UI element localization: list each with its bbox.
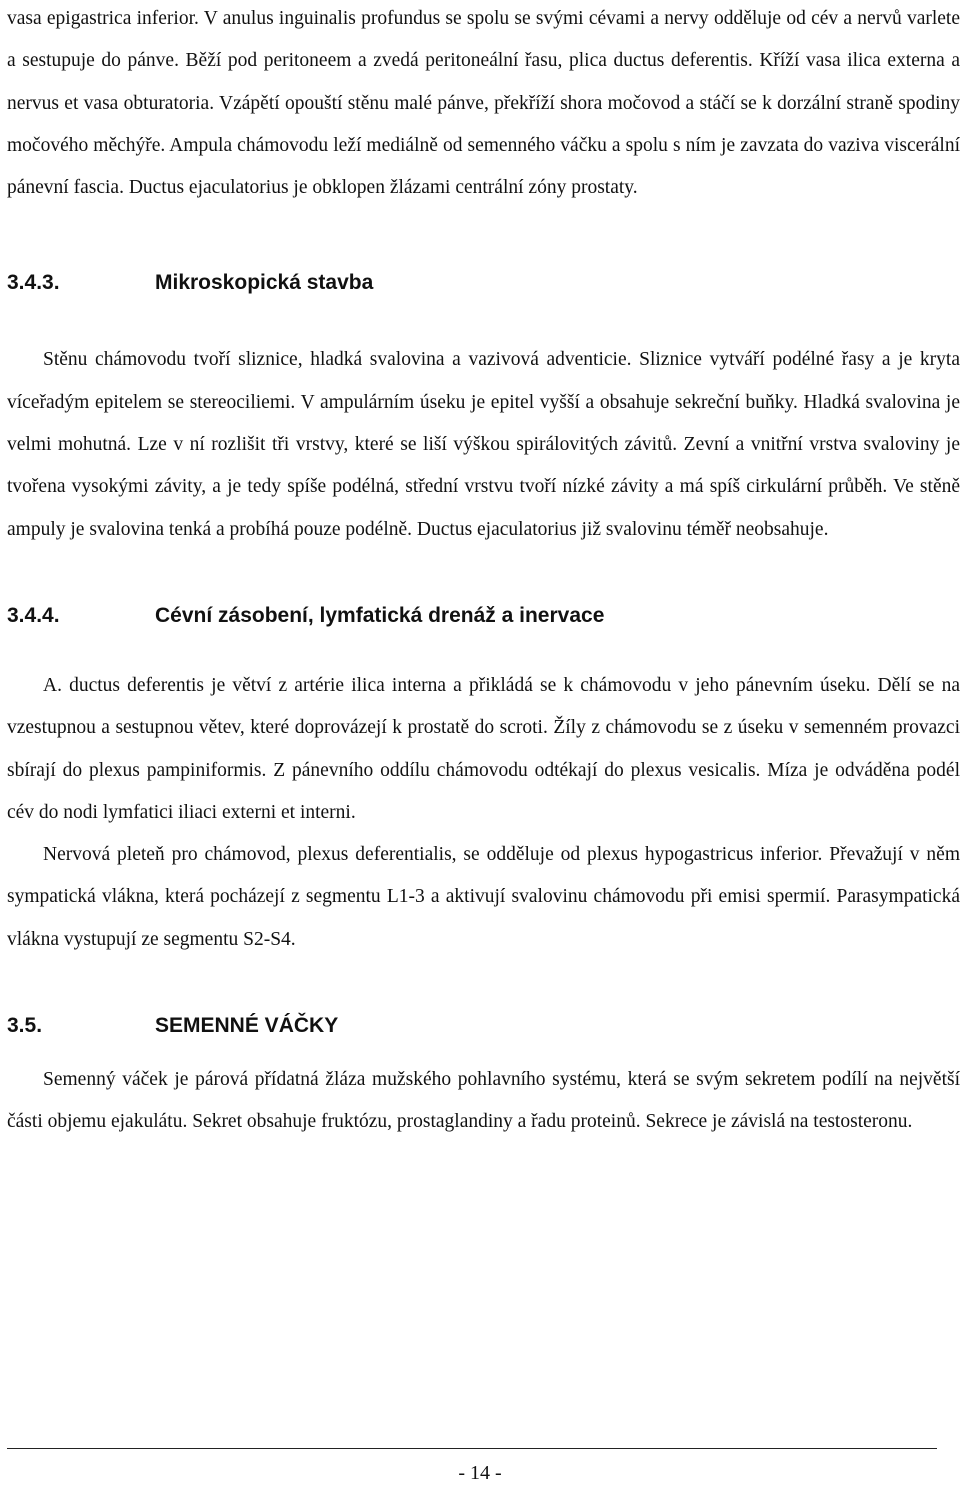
innervation-paragraph: Nervová pleteň pro chámovod, plexus deferentialis, se odděluje od plexus hypogastricus inferior. Převažují v něm sympatická vlákna, která pocházejí z segmentu L1-3 a aktivují svalovinu chámovodu při emisi spermií. Parasympatická vlákna vystupují ze segmentu S2-S4. — [7, 844, 960, 950]
section-number: 3.4.4. — [7, 603, 60, 627]
blood-supply-paragraph: A. ductus deferentis je větví z artérie ilica interna a přikládá se k chámovodu v jeho pánevním úseku. Dělí se na vzestupnou a sestupnou větev, které doprovázejí k prostatě do scroti. Žíly z chámovodu se z úseku v semenném provazci sbírají do plexus pampiniformis. Z pánevního oddílu chámovodu odtékají do plexus vesicalis. Míza je odváděna podél cév do nodi lymfatici iliaci externi et interni. — [7, 674, 960, 823]
document-page — [7, 0, 960, 1144]
section-title: Cévní zásobení, lymfatická drenáž a inervace — [155, 603, 605, 627]
page-number: - 14 - — [458, 1462, 502, 1484]
seminal-vesicles-paragraph: Semenný váček je párová přídatná žláza mužského pohlavního systému, která se svým sekretem podílí na největší části objemu ejakulátu. Sekret obsahuje fruktózu, prostaglandiny a řadu proteinů. Sekrece je závislá na testosteronu. — [7, 1069, 960, 1133]
footer-divider — [7, 1448, 937, 1449]
intro-paragraph: vasa epigastrica inferior. V anulus inguinalis profundus se spolu se svými cévami a nervy odděluje od cév a nervů varlete a sestupuje do pánve. Běží pod peritoneem a zvedá peritoneální řasu, plica ductus deferentis. Kříží vasa ilica externa a nervus et vasa obturatoria. Vzápětí opouští stěnu malé pánve, překříží shora močovod a stáčí se k dorzální straně spodiny močového měchýře. Ampula chámovodu leží mediálně od semenného váčku a spolu s ním je zavzata do vaziva viscerální pánevní fascia. Ductus ejaculatorius je obklopen žlázami centrální zóny prostaty. — [7, 8, 960, 199]
section-number: 3.4.3. — [7, 271, 60, 295]
section-title: Mikroskopická stavba — [155, 271, 374, 295]
section-number: 3.5. — [7, 1014, 43, 1038]
section-title: SEMENNÉ VÁČKY — [155, 1014, 339, 1038]
section-heading-3-4-4 — [7, 604, 960, 632]
section-heading-3-5 — [7, 1014, 960, 1042]
section-heading-3-4-3 — [7, 271, 960, 299]
microscopy-paragraph: Stěnu chámovodu tvoří sliznice, hladká svalovina a vazivová adventicie. Sliznice vytváří podélné řasy a je kryta víceřadým epitelem se stereociliemi. V ampulárním úseku je epitel vyšší a obsahuje sekreční buňky. Hladká svalovina je velmi mohutná. Lze v ní rozlišit tři vrstvy, které se liší výškou spirálovitých závitů. Zevní a vnitřní vrstva svaloviny je tvořena vysokými závity, a je tedy spíše podélná, střední vrstvu tvoří nízké závity a má spíš cirkulární průběh. Ve stěně ampuly je svalovina tenká a probíhá pouze podélně. Ductus ejaculatorius již svalovinu téměř neobsahuje. — [7, 349, 960, 540]
